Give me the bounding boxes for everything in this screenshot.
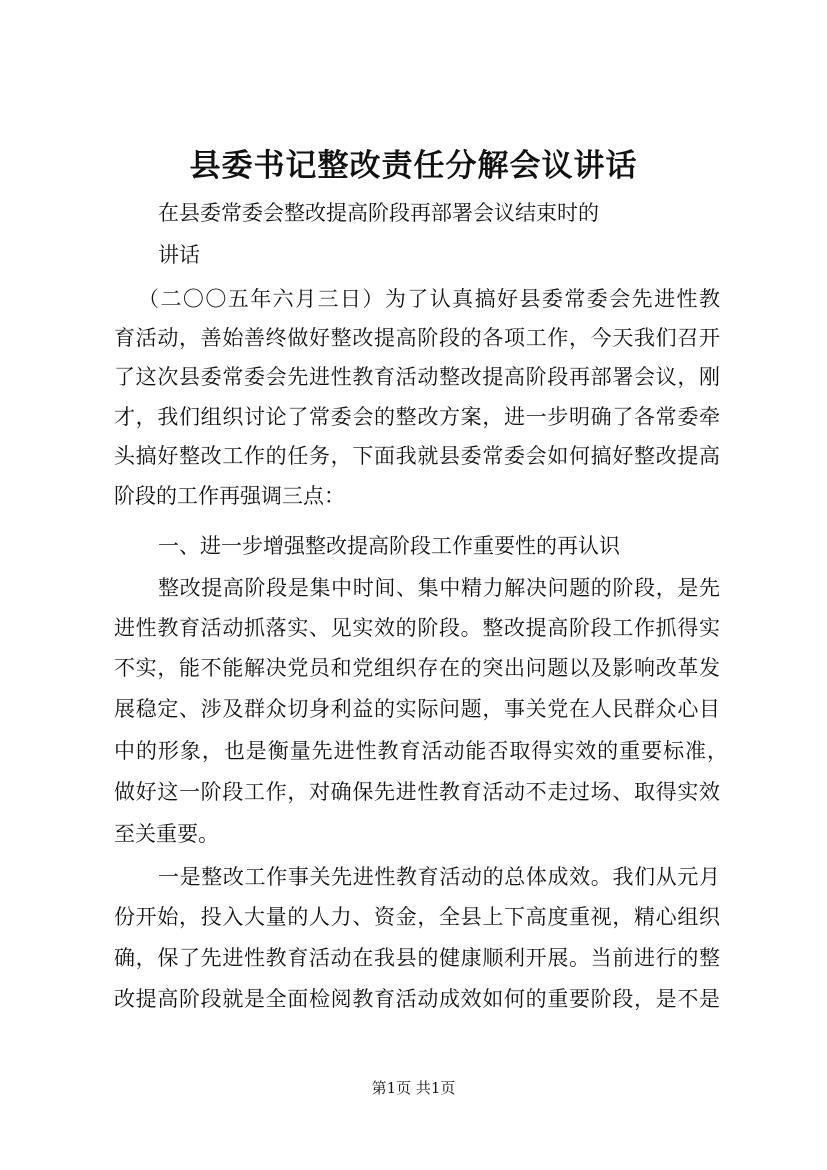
body-line: 育活动，善始善终做好整改提高阶段的各项工作，今天我们召开 <box>114 326 720 350</box>
subtitle-line: 在县委常委会整改提高阶段再部署会议结束时的 <box>158 201 599 225</box>
body-line: 展稳定、涉及群众切身利益的实际问题，事关党在人民群众心目 <box>114 697 720 721</box>
body-line: 了这次县委常委会先进性教育活动整改提高阶段再部署会议，刚 <box>114 365 720 389</box>
body-line: 不实，能不能解决党员和党组织存在的突出问题以及影响改革发 <box>114 656 720 680</box>
body-line: 头搞好整改工作的任务，下面我就县委常委会如何搞好整改提高 <box>114 444 720 468</box>
page-footer: 第1页 共1页 <box>371 1079 456 1097</box>
body-line: 进性教育活动抓落实、见实效的阶段。整改提高阶段工作抓得实 <box>114 616 720 640</box>
body-line: 阶段的工作再强调三点： <box>114 484 345 508</box>
body-line: 份开始，投入大量的人力、资金，全县上下高度重视，精心组织 <box>114 905 720 929</box>
body-line: 一是整改工作事关先进性教育活动的总体成效。我们从元月 <box>158 865 720 889</box>
body-line: 中的形象，也是衡量先进性教育活动能否取得实效的重要标准， <box>114 739 728 763</box>
body-line: （二〇〇五年六月三日）为了认真搞好县委常委会先进性教 <box>138 287 720 311</box>
body-line: 做好这一阶段工作，对确保先进性教育活动不走过场、取得实效 <box>114 780 720 804</box>
body-line: 才，我们组织讨论了常委会的整改方案，进一步明确了各常委牵 <box>114 405 720 429</box>
body-line: 改提高阶段就是全面检阅教育活动成效如何的重要阶段，是不是 <box>114 987 720 1011</box>
section-heading: 一、进一步增强整改提高阶段工作重要性的再认识 <box>158 534 620 558</box>
body-line: 整改提高阶段是集中时间、集中精力解决问题的阶段，是先 <box>158 576 720 600</box>
body-line: 至关重要。 <box>114 822 219 846</box>
subtitle-line: 讲话 <box>158 243 200 267</box>
body-line: 确，保了先进性教育活动在我县的健康顺利开展。当前进行的整 <box>114 946 720 970</box>
document-title: 县委书记整改责任分解会议讲话 <box>189 148 638 184</box>
